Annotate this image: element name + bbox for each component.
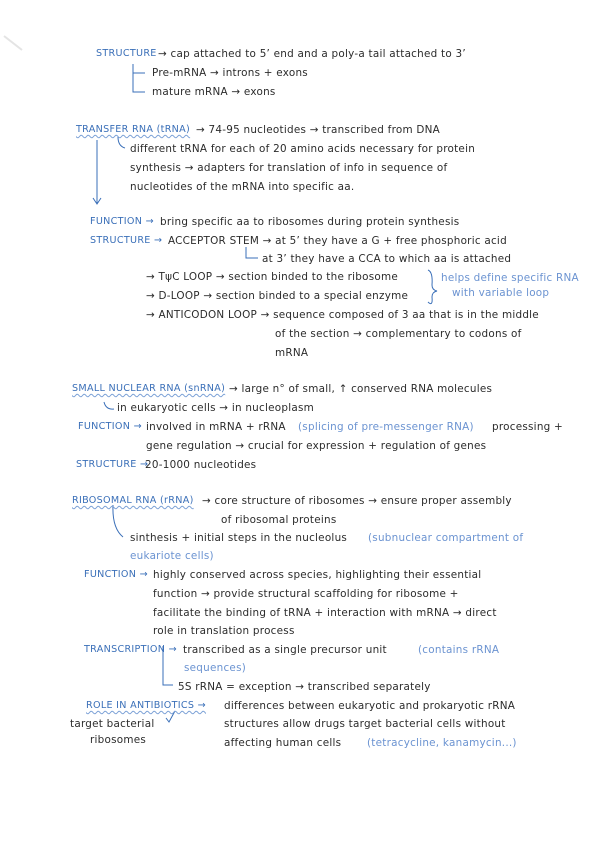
snrna-function-note: (splicing of pre-messenger RNA) <box>298 421 474 433</box>
snrna-structure-text: 20-1000 nucleotides <box>145 459 257 471</box>
trna-structure-label: STRUCTURE → <box>90 235 163 246</box>
snrna-function-a: involved in mRNA + rRNA <box>146 421 286 433</box>
trna-function-label: FUNCTION → <box>90 216 154 227</box>
rrna-synthesis-note-1: (subnuclear compartment of <box>368 532 524 544</box>
snrna-function-b: processing + <box>492 421 564 433</box>
rrna-transcription-note-2: sequences) <box>184 662 247 674</box>
snrna-structure-label: STRUCTURE → <box>76 459 149 470</box>
rrna-function-2: function → provide structural scaffolding for ribosome + <box>153 588 459 600</box>
rrna-function-4: role in translation process <box>153 625 295 637</box>
acceptor-stem-line: ACCEPTOR STEM → at 5’ they have a G + free phosphoric acid <box>168 235 507 247</box>
trna-desc-2: synthesis → adapters for translation of info in sequence of <box>130 162 448 174</box>
side-note-1: target bacterial <box>70 718 155 730</box>
rrna-function-3: facilitate the binding of tRNA + interaction with mRNA → direct <box>153 607 497 619</box>
trna-heading-rest: → 74-95 nucleotides → transcribed from DNA <box>196 124 441 136</box>
rrna-antibiotics-3: affecting human cells <box>224 737 342 749</box>
rrna-antibiotics-2: structures allow drugs target bacterial cells without <box>224 718 506 730</box>
d-loop-line: → D-LOOP → section binded to a special enzyme <box>146 290 409 302</box>
trna-heading: TRANSFER RNA (tRNA) <box>76 124 191 135</box>
rrna-synthesis-note-2: eukariote cells) <box>130 550 214 562</box>
rrna-heading-rest: → core structure of ribosomes → ensure proper assembly <box>202 495 512 507</box>
pre-mrna-line: Pre-mRNA → introns + exons <box>152 67 308 79</box>
anticodon-loop-line-2: of the section → complementary to codons of <box>275 328 522 340</box>
anticodon-loop-line-3: mRNA <box>275 347 309 359</box>
snrna-line-2: in eukaryotic cells → in nucleoplasm <box>117 402 314 414</box>
rrna-transcription-1: transcribed as a single precursor unit <box>183 644 387 656</box>
side-note-2: ribosomes <box>90 734 147 746</box>
tpsic-loop-line: → TψC LOOP → section binded to the ribosome <box>146 271 399 283</box>
structure-line-1: → cap attached to 5’ end and a poly-a tail attached to 3’ <box>158 48 466 60</box>
rrna-transcription-2: 5S rRNA = exception → transcribed separately <box>178 681 431 693</box>
rrna-function-label: FUNCTION → <box>84 569 148 580</box>
trna-desc-3: nucleotides of the mRNA into specific aa. <box>130 181 355 193</box>
snrna-heading-rest: → large n° of small, ↑ conserved RNA molecules <box>229 383 493 395</box>
rrna-antibiotics-label: ROLE IN ANTIBIOTICS → <box>86 700 206 711</box>
mature-mrna-line: mature mRNA → exons <box>152 86 276 98</box>
snrna-function-2: gene regulation → crucial for expression + regulation of genes <box>146 440 487 452</box>
rrna-transcription-note-1: (contains rRNA <box>418 644 500 656</box>
rrna-heading-2: of ribosomal proteins <box>221 514 337 526</box>
rrna-antibiotics-note: (tetracycline, kanamycin...) <box>367 737 517 749</box>
snrna-heading: SMALL NUCLEAR RNA (snRNA) <box>72 383 226 394</box>
rrna-heading: RIBOSOMAL RNA (rRNA) <box>72 495 194 506</box>
snrna-function-label: FUNCTION → <box>78 421 142 432</box>
brace-note-1: helps define specific RNA <box>441 272 579 284</box>
trna-function-text: bring specific aa to ribosomes during protein synthesis <box>160 216 460 228</box>
acceptor-stem-line-2: at 3’ they have a CCA to which aa is attached <box>262 253 512 265</box>
brace-note-2: with variable loop <box>452 287 550 299</box>
rrna-function-1: highly conserved across species, highlighting their essential <box>153 569 482 581</box>
rrna-synthesis: sinthesis + initial steps in the nucleolus <box>130 532 348 544</box>
trna-desc-1: different tRNA for each of 20 amino acids necessary for protein <box>130 143 476 155</box>
anticodon-loop-line: → ANTICODON LOOP → sequence composed of 3 aa that is in the middle <box>146 309 539 321</box>
rrna-antibiotics-1: differences between eukaryotic and prokaryotic rRNA <box>224 700 516 712</box>
rrna-transcription-label: TRANSCRIPTION → <box>84 644 177 655</box>
structure-heading: STRUCTURE <box>96 48 157 59</box>
